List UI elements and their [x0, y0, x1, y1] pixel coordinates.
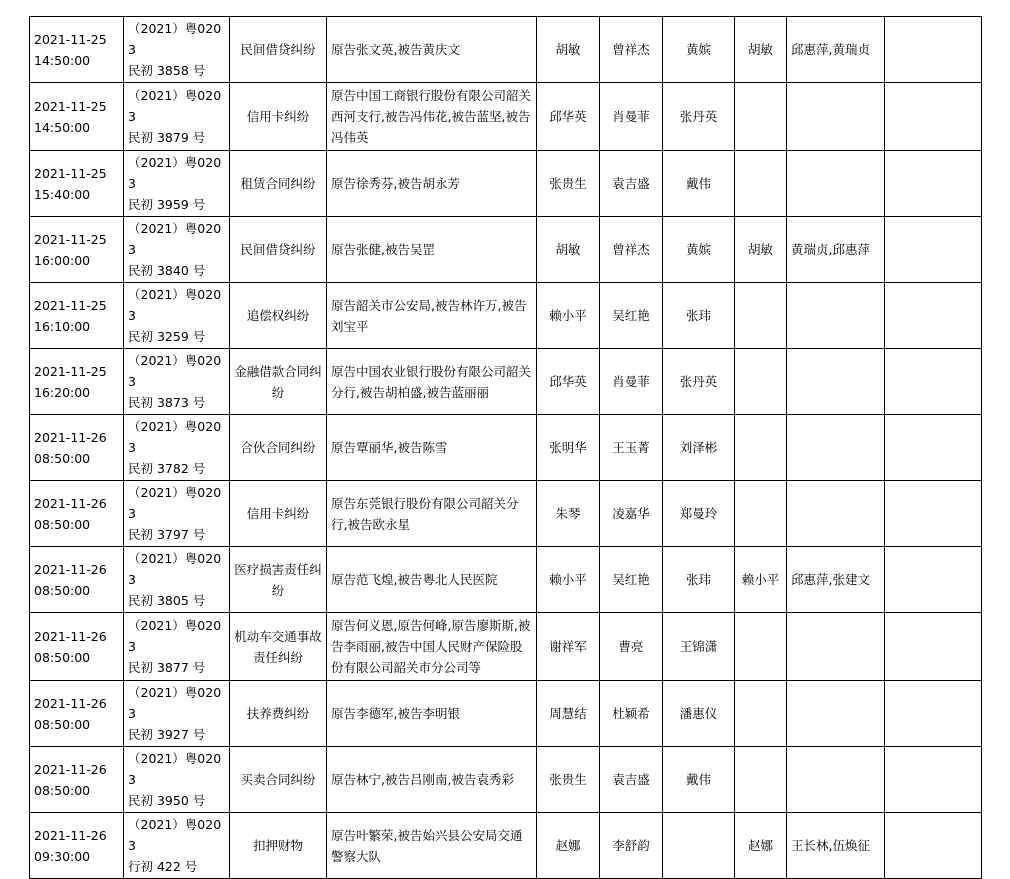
table-row: [30, 151, 982, 217]
assessors-cell: [787, 151, 885, 217]
judge-cell: 胡敏: [537, 17, 600, 83]
parties-cell: 原告张文英,被告黄庆文: [327, 17, 537, 83]
judge-cell: 张贵生: [537, 151, 600, 217]
hearing-clock: 08:50:00: [34, 649, 91, 665]
assistant-cell: [663, 813, 735, 879]
note-cell: [885, 813, 982, 879]
note-cell: [885, 83, 982, 151]
table-row: [30, 415, 982, 481]
parties-cell: 原告李德军,被告李明银: [327, 681, 537, 747]
case-number-line: 民初 3782 号: [128, 461, 206, 476]
presiding-judge-cell: 胡敏: [735, 217, 787, 283]
table-row: [30, 481, 982, 547]
case-cause-cell: 扶养费纠纷: [230, 681, 327, 747]
assessors-cell: [787, 283, 885, 349]
clerk-cell: 曾祥杰: [600, 217, 663, 283]
clerk-cell: 肖曼菲: [600, 83, 663, 151]
case-number-line: 民初 3927 号: [128, 727, 206, 742]
case-number-cell: [124, 151, 230, 217]
assistant-cell: 王锦潇: [663, 613, 735, 681]
case-number-cell: [124, 813, 230, 879]
case-cause-cell: 医疗损害责任纠纷: [230, 547, 327, 613]
case-cause-cell: 追偿权纠纷: [230, 283, 327, 349]
parties-cell: 原告张健,被告吴罡: [327, 217, 537, 283]
hearing-time-cell: [30, 481, 124, 547]
judge-cell: 朱琴: [537, 481, 600, 547]
judge-cell: 邱华英: [537, 83, 600, 151]
note-cell: [885, 151, 982, 217]
hearing-date: 2021-11-25: [34, 165, 107, 181]
table-row: [30, 613, 982, 681]
table-row: [30, 217, 982, 283]
judge-cell: 张明华: [537, 415, 600, 481]
note-cell: [885, 217, 982, 283]
note-cell: [885, 747, 982, 813]
clerk-cell: 曾祥杰: [600, 17, 663, 83]
hearing-clock: 16:10:00: [34, 318, 91, 334]
hearing-clock: 08:50:00: [34, 516, 91, 532]
table-row: [30, 813, 982, 879]
case-number-line: 民初 3879 号: [128, 130, 206, 145]
hearing-clock: 16:20:00: [34, 384, 91, 400]
assessors-cell: [787, 481, 885, 547]
judge-cell: 邱华英: [537, 349, 600, 415]
hearing-schedule-table: [29, 16, 982, 879]
assessors-cell: 黄瑞贞,邱惠萍: [787, 217, 885, 283]
parties-cell: 原告中国工商银行股份有限公司韶关西河支行,被告冯伟花,被告蓝坚,被告冯伟英: [327, 83, 537, 151]
assistant-cell: 黄嫔: [663, 17, 735, 83]
case-cause-cell: 民间借贷纠纷: [230, 217, 327, 283]
case-number-cell: [124, 349, 230, 415]
hearing-time-cell: [30, 217, 124, 283]
assistant-cell: 戴伟: [663, 747, 735, 813]
case-number-line: 民初 3950 号: [128, 793, 206, 808]
assistant-cell: 张玮: [663, 283, 735, 349]
hearing-date: 2021-11-26: [34, 495, 107, 511]
case-cause-cell: 民间借贷纠纷: [230, 17, 327, 83]
assistant-cell: 张丹英: [663, 349, 735, 415]
case-number-line: 民初 3959 号: [128, 197, 206, 212]
hearing-clock: 14:50:00: [34, 52, 91, 68]
hearing-time-cell: [30, 17, 124, 83]
judge-cell: 谢祥军: [537, 613, 600, 681]
note-cell: [885, 547, 982, 613]
note-cell: [885, 283, 982, 349]
clerk-cell: 杜颖希: [600, 681, 663, 747]
clerk-cell: 肖曼菲: [600, 349, 663, 415]
parties-cell: 原告徐秀芬,被告胡永芳: [327, 151, 537, 217]
hearing-clock: 15:40:00: [34, 186, 91, 202]
case-number-line: （2021）粤0203: [128, 817, 222, 853]
case-number-line: （2021）粤0203: [128, 751, 222, 787]
case-number-cell: [124, 415, 230, 481]
parties-cell: 原告林宁,被告吕刚南,被告袁秀彩: [327, 747, 537, 813]
assessors-cell: 邱惠萍,黄瑞贞: [787, 17, 885, 83]
presiding-judge-cell: [735, 151, 787, 217]
hearing-date: 2021-11-25: [34, 363, 107, 379]
hearing-clock: 08:50:00: [34, 582, 91, 598]
schedule-body: [30, 17, 982, 879]
judge-cell: 周慧结: [537, 681, 600, 747]
hearing-date: 2021-11-26: [34, 827, 107, 843]
hearing-clock: 14:50:00: [34, 119, 91, 135]
parties-cell: 原告韶关市公安局,被告林许万,被告刘宝平: [327, 283, 537, 349]
hearing-clock: 16:00:00: [34, 252, 91, 268]
hearing-time-cell: [30, 151, 124, 217]
hearing-clock: 09:30:00: [34, 848, 91, 864]
hearing-date: 2021-11-26: [34, 429, 107, 445]
table-row: [30, 547, 982, 613]
case-cause-cell: 信用卡纠纷: [230, 83, 327, 151]
case-number-cell: [124, 747, 230, 813]
presiding-judge-cell: [735, 481, 787, 547]
assistant-cell: 潘惠仪: [663, 681, 735, 747]
parties-cell: 原告何义恩,原告何峰,原告廖斯斯,被告李雨丽,被告中国人民财产保险股份有限公司韶关市分公司等: [327, 613, 537, 681]
parties-cell: 原告叶繁荣,被告始兴县公安局交通警察大队: [327, 813, 537, 879]
clerk-cell: 李舒韵: [600, 813, 663, 879]
hearing-date: 2021-11-26: [34, 695, 107, 711]
presiding-judge-cell: [735, 613, 787, 681]
case-number-line: （2021）粤0203: [128, 88, 222, 124]
case-number-line: （2021）粤0203: [128, 155, 222, 191]
case-number-line: （2021）粤0203: [128, 551, 222, 587]
case-number-cell: [124, 283, 230, 349]
clerk-cell: 袁吉盛: [600, 151, 663, 217]
assistant-cell: 黄嫔: [663, 217, 735, 283]
clerk-cell: 吴红艳: [600, 547, 663, 613]
judge-cell: 张贵生: [537, 747, 600, 813]
case-number-line: 民初 3840 号: [128, 263, 206, 278]
assessors-cell: [787, 613, 885, 681]
judge-cell: 赖小平: [537, 283, 600, 349]
table-row: [30, 283, 982, 349]
parties-cell: 原告中国农业银行股份有限公司韶关分行,被告胡柏盛,被告蓝丽丽: [327, 349, 537, 415]
parties-cell: 原告范飞煌,被告粤北人民医院: [327, 547, 537, 613]
hearing-time-cell: [30, 83, 124, 151]
case-cause-cell: 买卖合同纠纷: [230, 747, 327, 813]
case-number-cell: [124, 613, 230, 681]
presiding-judge-cell: [735, 283, 787, 349]
hearing-time-cell: [30, 747, 124, 813]
assessors-cell: [787, 83, 885, 151]
hearing-date: 2021-11-25: [34, 98, 107, 114]
judge-cell: 胡敏: [537, 217, 600, 283]
hearing-clock: 08:50:00: [34, 782, 91, 798]
case-cause-cell: 机动车交通事故责任纠纷: [230, 613, 327, 681]
hearing-time-cell: [30, 415, 124, 481]
parties-cell: 原告覃丽华,被告陈雪: [327, 415, 537, 481]
case-number-line: （2021）粤0203: [128, 685, 222, 721]
case-number-line: 民初 3805 号: [128, 593, 206, 608]
hearing-date: 2021-11-26: [34, 561, 107, 577]
presiding-judge-cell: 赵娜: [735, 813, 787, 879]
note-cell: [885, 613, 982, 681]
assistant-cell: 刘泽彬: [663, 415, 735, 481]
assistant-cell: 郑曼玲: [663, 481, 735, 547]
case-number-line: 民初 3797 号: [128, 527, 206, 542]
hearing-clock: 08:50:00: [34, 716, 91, 732]
case-number-line: （2021）粤0203: [128, 353, 222, 389]
case-number-cell: [124, 217, 230, 283]
hearing-date: 2021-11-25: [34, 297, 107, 313]
case-cause-cell: 租赁合同纠纷: [230, 151, 327, 217]
case-number-line: （2021）粤0203: [128, 221, 222, 257]
hearing-time-cell: [30, 349, 124, 415]
case-cause-cell: 扣押财物: [230, 813, 327, 879]
judge-cell: 赵娜: [537, 813, 600, 879]
note-cell: [885, 481, 982, 547]
case-number-line: （2021）粤0203: [128, 419, 222, 455]
case-number-line: （2021）粤0203: [128, 618, 222, 654]
hearing-time-cell: [30, 547, 124, 613]
judge-cell: 赖小平: [537, 547, 600, 613]
assessors-cell: [787, 747, 885, 813]
case-number-line: 民初 3877 号: [128, 660, 206, 675]
presiding-judge-cell: [735, 83, 787, 151]
hearing-date: 2021-11-25: [34, 31, 107, 47]
case-number-line: （2021）粤0203: [128, 485, 222, 521]
hearing-time-cell: [30, 283, 124, 349]
assessors-cell: 王长林,伍焕征: [787, 813, 885, 879]
assistant-cell: 张玮: [663, 547, 735, 613]
case-number-cell: [124, 83, 230, 151]
clerk-cell: 凌嘉华: [600, 481, 663, 547]
hearing-time-cell: [30, 813, 124, 879]
case-number-line: 民初 3858 号: [128, 63, 206, 78]
case-number-line: （2021）粤0203: [128, 287, 222, 323]
assistant-cell: 戴伟: [663, 151, 735, 217]
clerk-cell: 曹亮: [600, 613, 663, 681]
presiding-judge-cell: [735, 349, 787, 415]
table-row: [30, 83, 982, 151]
hearing-date: 2021-11-26: [34, 761, 107, 777]
presiding-judge-cell: [735, 415, 787, 481]
hearing-date: 2021-11-26: [34, 628, 107, 644]
clerk-cell: 袁吉盛: [600, 747, 663, 813]
table-row: [30, 747, 982, 813]
clerk-cell: 吴红艳: [600, 283, 663, 349]
case-number-cell: [124, 481, 230, 547]
presiding-judge-cell: [735, 747, 787, 813]
case-number-line: 行初 422 号: [128, 859, 198, 874]
assessors-cell: 邱惠萍,张建文: [787, 547, 885, 613]
clerk-cell: 王玉菁: [600, 415, 663, 481]
parties-cell: 原告东莞银行股份有限公司韶关分行,被告欧永星: [327, 481, 537, 547]
case-cause-cell: 金融借款合同纠纷: [230, 349, 327, 415]
case-number-line: 民初 3259 号: [128, 329, 206, 344]
case-number-cell: [124, 547, 230, 613]
presiding-judge-cell: 胡敏: [735, 17, 787, 83]
case-cause-cell: 合伙合同纠纷: [230, 415, 327, 481]
presiding-judge-cell: 赖小平: [735, 547, 787, 613]
note-cell: [885, 349, 982, 415]
assessors-cell: [787, 415, 885, 481]
case-cause-cell: 信用卡纠纷: [230, 481, 327, 547]
hearing-date: 2021-11-25: [34, 231, 107, 247]
table-row: [30, 17, 982, 83]
assessors-cell: [787, 349, 885, 415]
hearing-clock: 08:50:00: [34, 450, 91, 466]
assistant-cell: 张丹英: [663, 83, 735, 151]
case-number-cell: [124, 17, 230, 83]
table-row: [30, 349, 982, 415]
case-number-line: （2021）粤0203: [128, 21, 222, 57]
note-cell: [885, 415, 982, 481]
note-cell: [885, 17, 982, 83]
case-number-line: 民初 3873 号: [128, 395, 206, 410]
hearing-time-cell: [30, 613, 124, 681]
